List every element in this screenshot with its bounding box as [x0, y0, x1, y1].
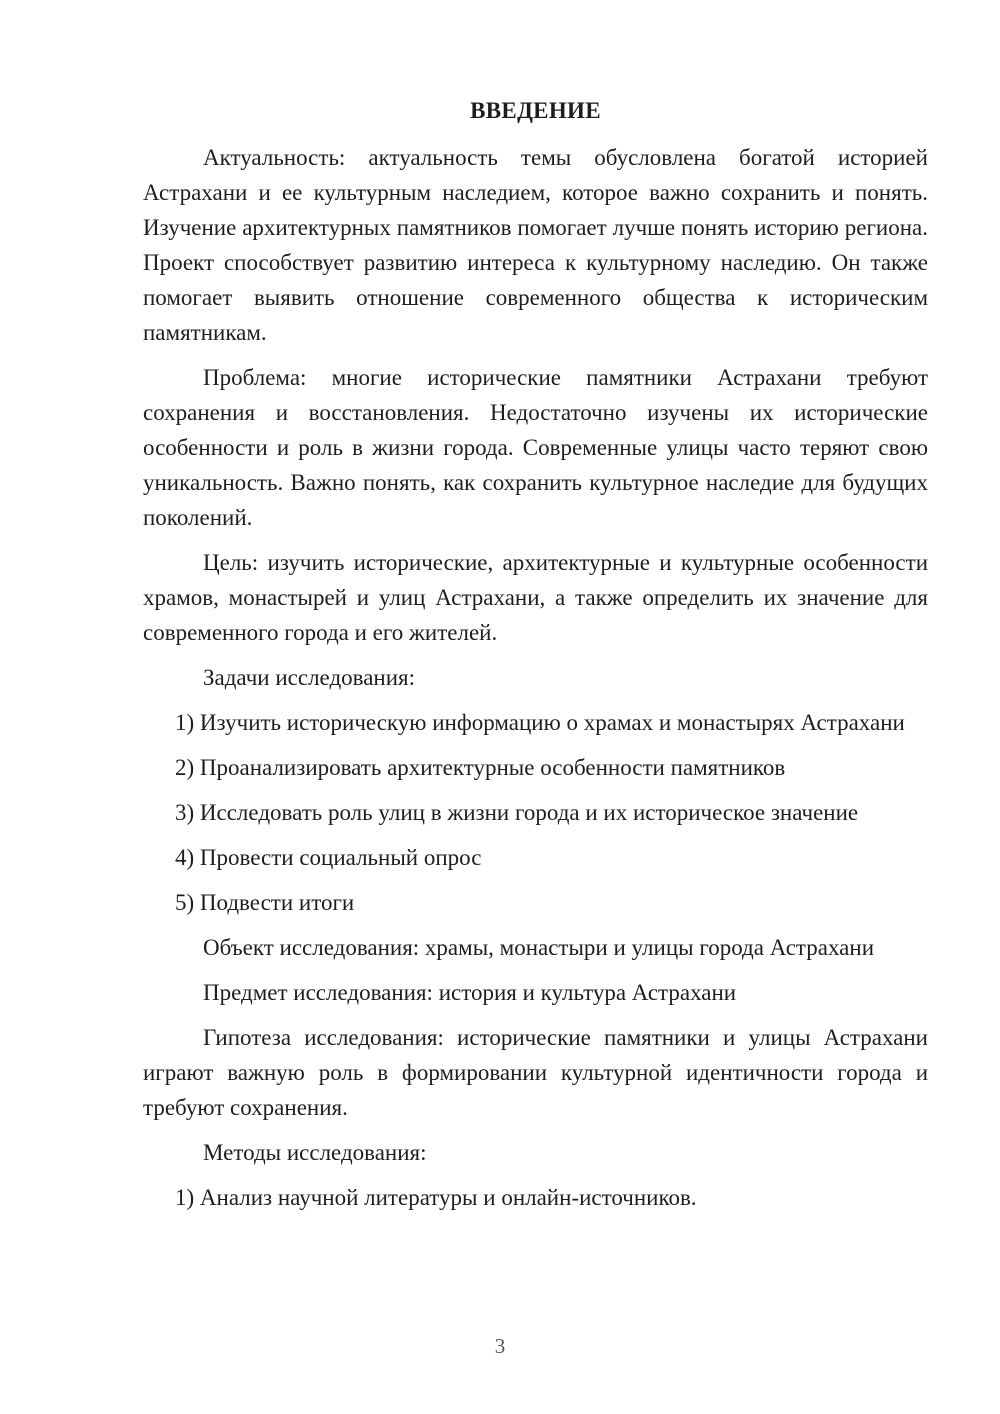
goal-paragraph: Цель: изучить исторические, архитектурные и культурные особенности храмов, монастырей и улиц Астрахани, а также определить их значение для современного города и его жителей. [143, 550, 928, 645]
object-paragraph: Объект исследования: храмы, монастыри и улицы города Астрахани [203, 935, 874, 960]
subject-paragraph: Предмет исследования: история и культура Астрахани [203, 980, 737, 1005]
tasks-list [143, 705, 928, 920]
page-number: 3 [494, 1334, 506, 1358]
list-item: 1) Изучить историческую информацию о храмах и монастырях Астрахани [175, 710, 905, 735]
list-item: 3) Исследовать роль улиц в жизни города и их историческое значение [175, 800, 859, 825]
methods-heading: Методы исследования: [203, 1140, 427, 1165]
document-page [143, 96, 928, 1225]
list-item: 4) Провести социальный опрос [175, 845, 482, 870]
hypothesis-paragraph: Гипотеза исследования: исторические памятники и улицы Астрахани играют важную роль в формировании культурной идентичности города и требуют сохранения. [143, 1025, 928, 1120]
tasks-heading: Задачи исследования: [203, 665, 416, 690]
list-item: 1) Анализ научной литературы и онлайн-источников. [175, 1185, 697, 1210]
relevance-paragraph: Актуальность: актуальность темы обусловлена богатой историей Астрахани и ее культурным наследием, которое важно сохранить и понять. Изучение архитектурных памятников помогает лучше понять историю региона. Проект способствует развитию интереса к культурному наследию. Он также помогает выявить отношение современного общества к историческим памятникам. [143, 145, 928, 345]
list-item: 2) Проанализировать архитектурные особенности памятников [175, 755, 786, 780]
section-title: ВВЕДЕНИЕ [470, 98, 601, 123]
methods-list [143, 1180, 928, 1215]
list-item: 5) Подвести итоги [175, 890, 355, 915]
problem-paragraph: Проблема: многие исторические памятники Астрахани требуют сохранения и восстановления. Недостаточно изучены их исторические особенности и роль в жизни города. Современные улицы часто теряют свою уникальность. Важно понять, как сохранить культурное наследие для будущих поколений. [143, 365, 928, 530]
